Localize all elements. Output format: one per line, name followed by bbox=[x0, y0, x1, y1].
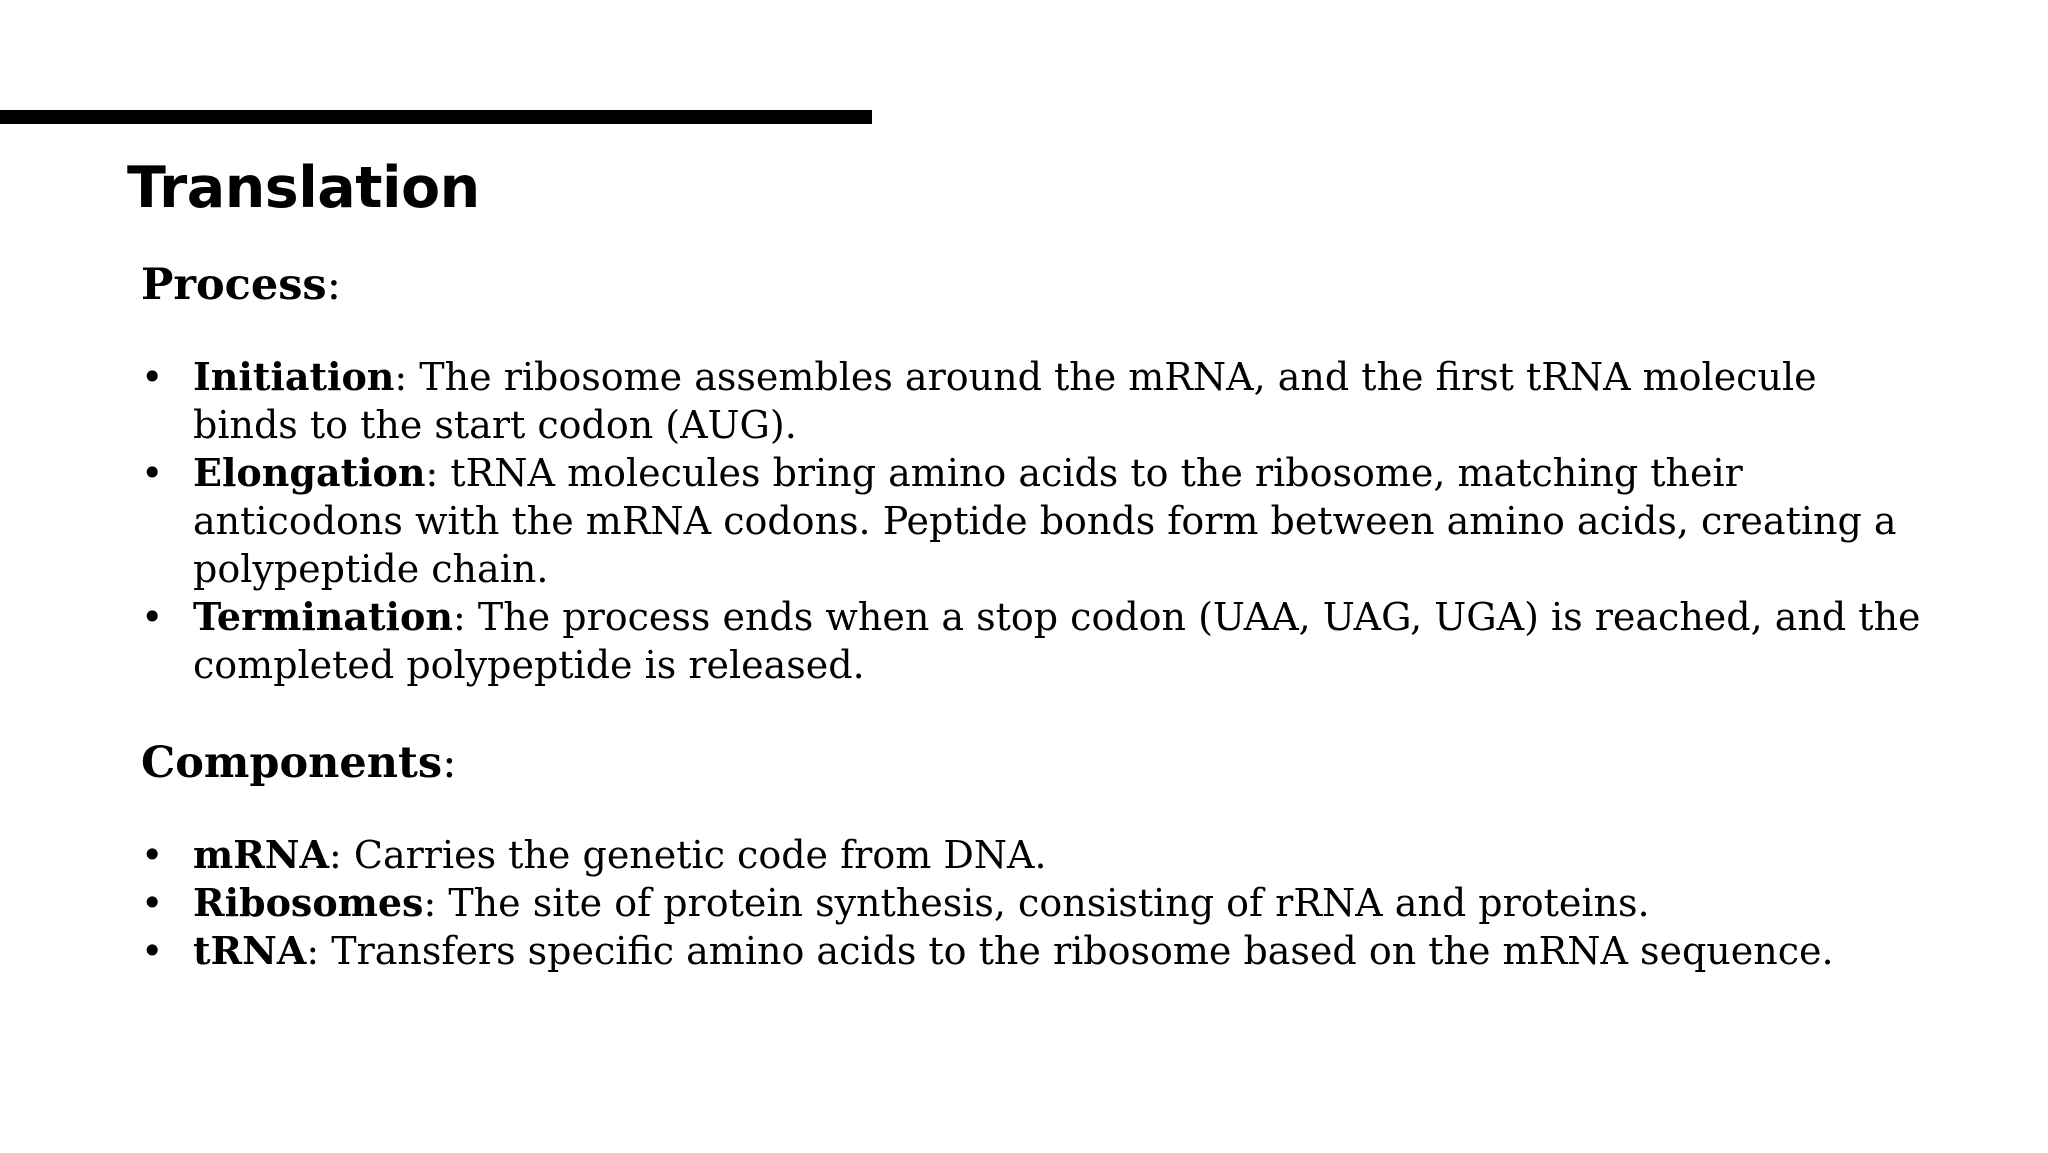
process-list bbox=[141, 353, 1941, 689]
list-item bbox=[141, 831, 1933, 879]
list-item-text: : tRNA molecules bring amino acids to the ribosome, matching their anticodons with the mRNA codons. Peptide bonds form between amino acids, creating a polypeptide chain. bbox=[193, 451, 1897, 591]
list-item-term: Initiation bbox=[193, 354, 395, 399]
list-item-term: tRNA bbox=[193, 928, 307, 973]
list-item-term: Elongation bbox=[193, 450, 426, 495]
list-item-term: Ribosomes bbox=[193, 880, 424, 925]
components-heading-colon: : bbox=[442, 738, 457, 788]
slide-body bbox=[141, 255, 1941, 975]
list-item bbox=[141, 449, 1933, 593]
slide-title: Translation bbox=[127, 155, 480, 221]
title-accent-bar bbox=[0, 110, 872, 124]
list-item-text: : The site of protein synthesis, consisting of rRNA and proteins. bbox=[423, 881, 1650, 925]
list-item-term: Termination bbox=[193, 594, 453, 639]
list-item-term: mRNA bbox=[193, 832, 330, 877]
list-item-text: : The process ends when a stop codon (UAA, UAG, UGA) is reached, and the completed polypeptide is released. bbox=[193, 595, 1921, 687]
list-item bbox=[141, 879, 1933, 927]
components-heading bbox=[141, 733, 1941, 793]
list-item-text: : Transfers specific amino acids to the ribosome based on the mRNA sequence. bbox=[306, 929, 1834, 973]
list-item bbox=[141, 353, 1933, 449]
process-heading bbox=[141, 255, 1941, 315]
process-heading-label: Process bbox=[141, 260, 327, 310]
list-item bbox=[141, 593, 1933, 689]
components-heading-label: Components bbox=[141, 738, 443, 788]
components-list bbox=[141, 831, 1941, 975]
list-item bbox=[141, 927, 1933, 975]
list-item-text: : Carries the genetic code from DNA. bbox=[329, 833, 1047, 877]
process-heading-colon: : bbox=[326, 260, 342, 310]
list-item-text: : The ribosome assembles around the mRNA, and the first tRNA molecule binds to the start codon (AUG). bbox=[193, 355, 1817, 447]
